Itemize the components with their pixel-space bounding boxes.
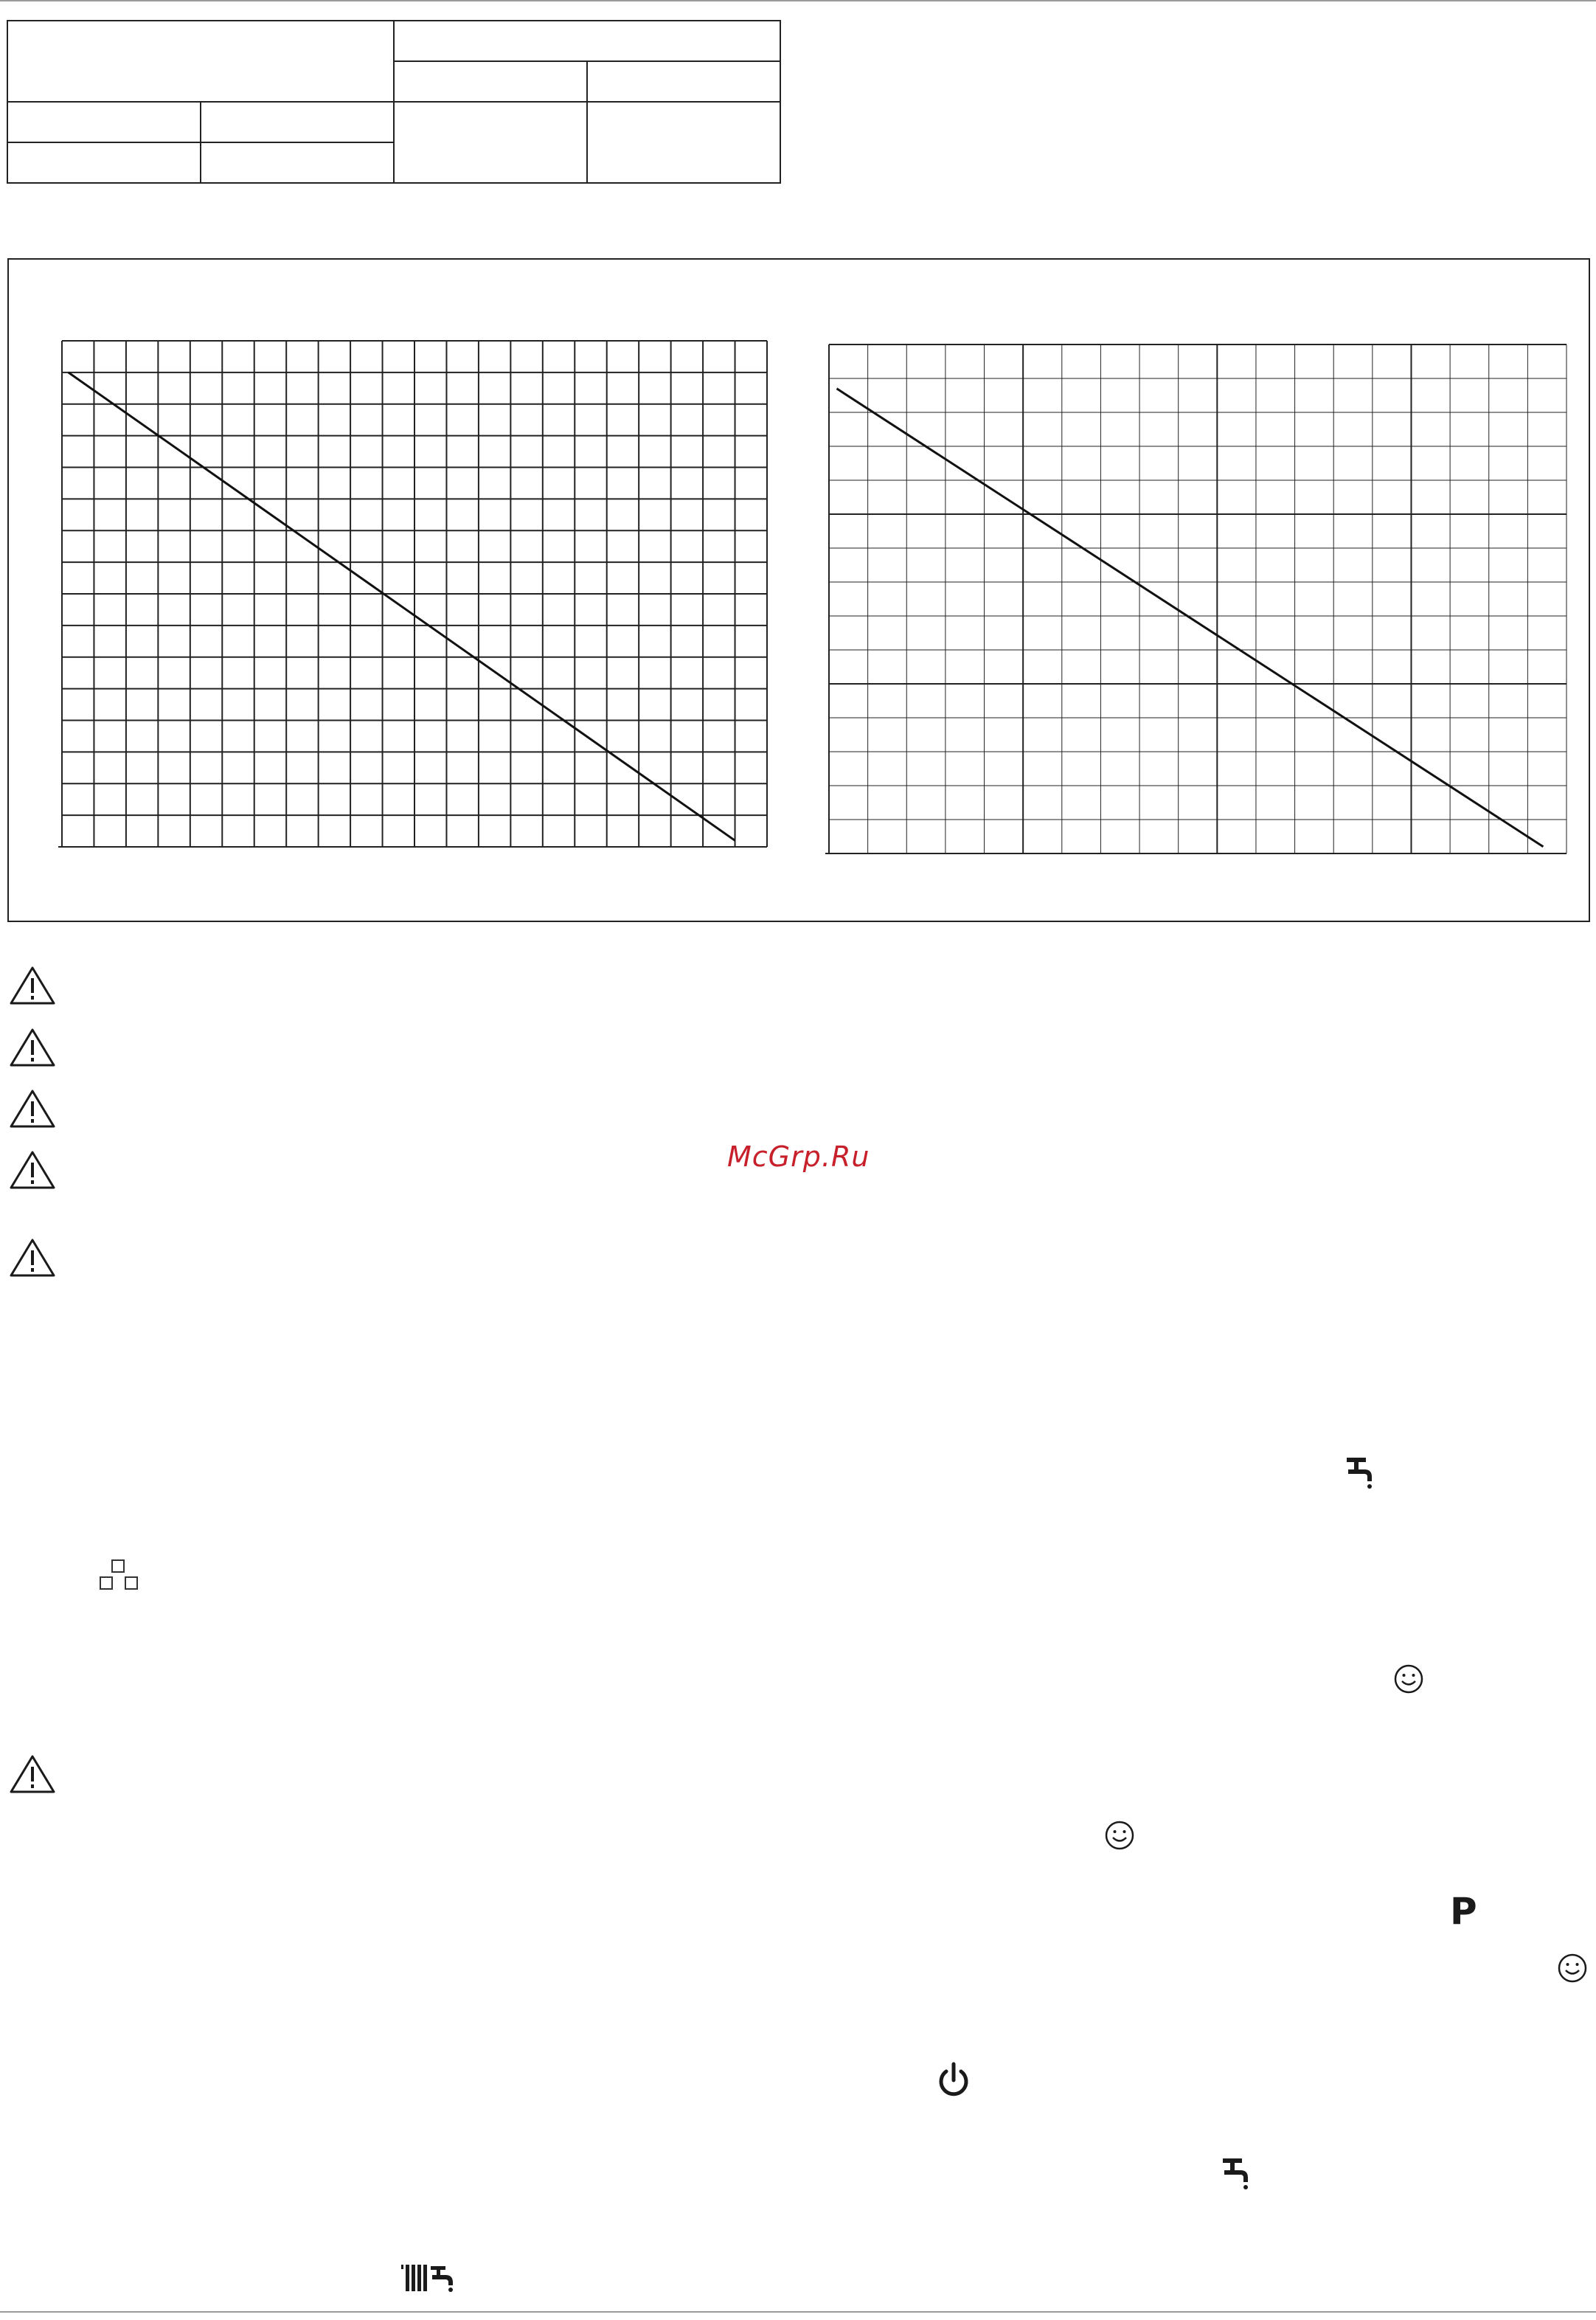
hot-water-tap-icon xyxy=(1218,2155,1255,2191)
parameter-p-label: P xyxy=(1450,1890,1477,1933)
warning-triangle-icon xyxy=(9,1237,56,1278)
comfort-smiley-icon xyxy=(1103,1819,1136,1852)
warning-triangle-icon xyxy=(9,965,56,1006)
hot-water-tap-icon xyxy=(1342,1455,1379,1490)
warning-triangle-icon xyxy=(9,1753,56,1795)
charts-frame xyxy=(7,258,1590,922)
comfort-smiley-icon xyxy=(1392,1663,1425,1695)
watermark: McGrp.Ru xyxy=(727,1140,870,1173)
chart-2 xyxy=(820,333,1580,879)
bottom-rule xyxy=(0,2311,1596,2313)
series-line xyxy=(837,389,1544,847)
series-line xyxy=(69,373,735,841)
warning-triangle-icon xyxy=(9,1088,56,1129)
spec-table xyxy=(0,0,789,192)
power-icon xyxy=(935,2061,972,2099)
warning-triangle-icon xyxy=(9,1149,56,1191)
comfort-smiley-icon xyxy=(1556,1952,1589,1984)
chart-1 xyxy=(53,333,783,879)
network-squares-icon xyxy=(97,1558,140,1592)
heating-and-hot-water-icon xyxy=(400,2262,457,2296)
warning-triangle-icon xyxy=(9,1027,56,1068)
